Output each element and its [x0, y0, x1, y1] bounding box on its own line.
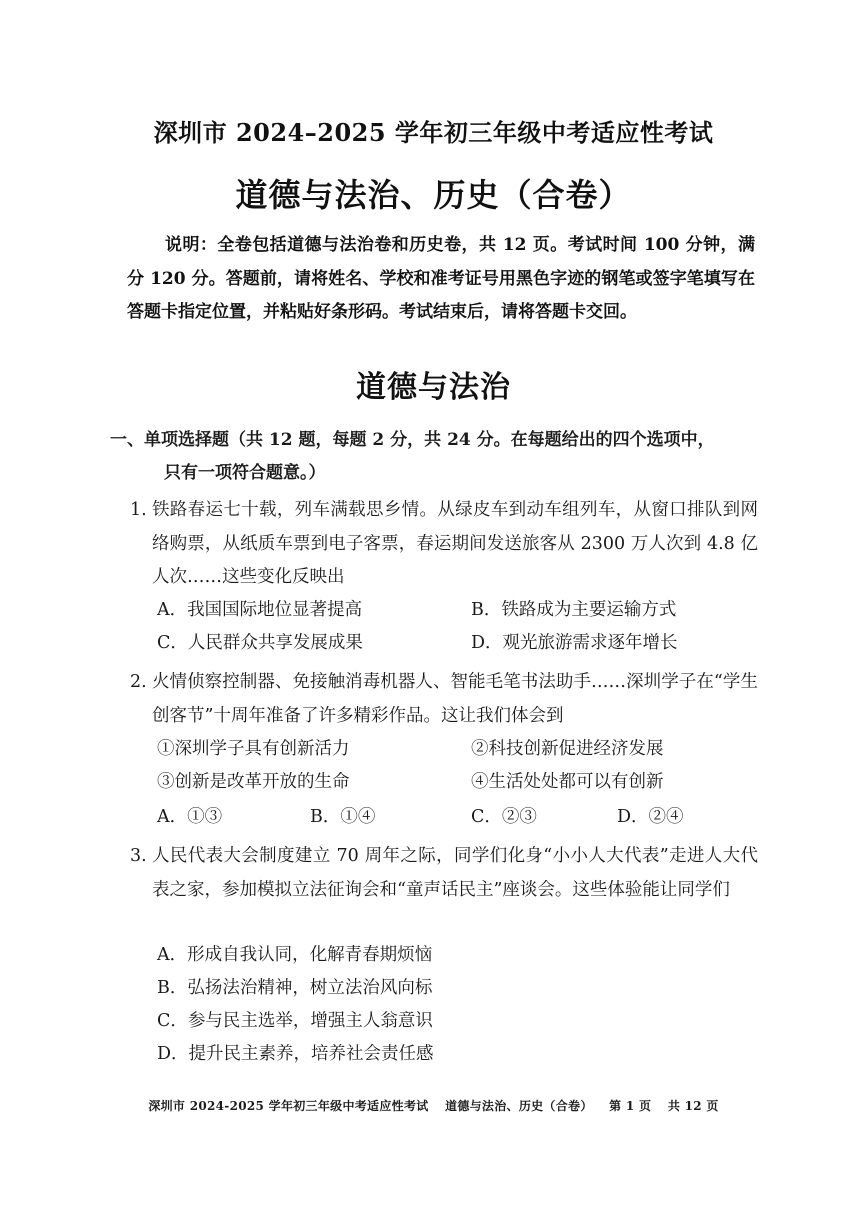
statement-4: ④生活处处都可以有创新 — [471, 772, 664, 792]
footer-exam: 深圳市 2024-2025 学年初三年级中考适应性考试 — [148, 1099, 429, 1113]
instructions-label: 说明： — [165, 235, 218, 255]
option-3d: D．提升民主素养，培养社会责任感 — [157, 1044, 434, 1064]
question-number: 2. — [130, 672, 147, 692]
section-title: 道德与法治 — [356, 370, 511, 405]
question-stem: 火情侦察控制器、免接触消毒机器人、智能毛笔书法助手……深圳学子在“学生创客节”十周年准备了许多精彩作品。这让我们体会到 — [152, 672, 758, 726]
option-3c: C．参与民主选举，增强主人翁意识 — [157, 1011, 433, 1031]
part-one-line-2: 只有一项符合题意。） — [164, 463, 326, 483]
part-one-heading — [110, 424, 760, 490]
option-1a: A．我国国际地位显著提高 — [157, 600, 363, 620]
option-1b: B．铁路成为主要运输方式 — [471, 600, 677, 620]
option-2c: C．②③ — [471, 807, 537, 827]
option-1d: D．观光旅游需求逐年增长 — [471, 633, 678, 653]
option-2b: B．①④ — [310, 807, 376, 827]
instructions-text: 全卷包括道德与法治卷和历史卷，共 12 页。考试时间 100 分钟，满分 120 分。答题前，请将姓名、学校和准考证号用黑色字迹的钢笔或签字笔填写在答题卡指定位置，并粘贴好条形码。考试结束后，请将答题卡交回。 — [127, 235, 756, 322]
option-2d: D．②④ — [617, 807, 684, 827]
option-1c: C．人民群众共享发展成果 — [157, 633, 363, 653]
footer-subject: 道德与法治、历史（合卷） — [445, 1099, 593, 1113]
page-footer — [0, 1097, 867, 1114]
statement-3: ③创新是改革开放的生命 — [157, 772, 350, 792]
exam-title: 深圳市 2024–2025 学年初三年级中考适应性考试 — [153, 118, 714, 147]
question-number: 3. — [130, 846, 147, 866]
subject-title: 道德与法治、历史（合卷） — [235, 176, 632, 214]
question-2 — [130, 666, 758, 733]
option-2a: A．①③ — [157, 807, 223, 827]
part-one-line-1: 一、单项选择题（共 12 题，每题 2 分，共 24 分。在每题给出的四个选项中， — [110, 430, 715, 450]
option-3b: B．弘扬法治精神，树立法治风向标 — [157, 978, 433, 998]
question-stem: 铁路春运七十载，列车满载思乡情。从绿皮车到动车组列车，从窗口排队到网络购票，从纸质车票到电子客票，春运期间发送旅客从 2300 万人次到 4.8 亿人次……这些变化反映出 — [152, 500, 758, 587]
question-1 — [130, 494, 758, 595]
statement-1: ①深圳学子具有创新活力 — [157, 739, 350, 759]
exam-instructions — [127, 229, 755, 330]
option-3a: A．形成自我认同，化解青春期烦恼 — [157, 945, 433, 965]
question-number: 1. — [130, 500, 147, 520]
question-3 — [130, 840, 758, 907]
footer-page-number: 第 1 页 — [609, 1099, 652, 1113]
question-stem: 人民代表大会制度建立 70 周年之际，同学们化身“小小人大代表”走进人大代表之家，参加模拟立法征询会和“童声话民主”座谈会。这些体验能让同学们 — [152, 846, 758, 900]
statement-2: ②科技创新促进经济发展 — [471, 739, 664, 759]
footer-total-pages: 共 12 页 — [667, 1099, 719, 1113]
